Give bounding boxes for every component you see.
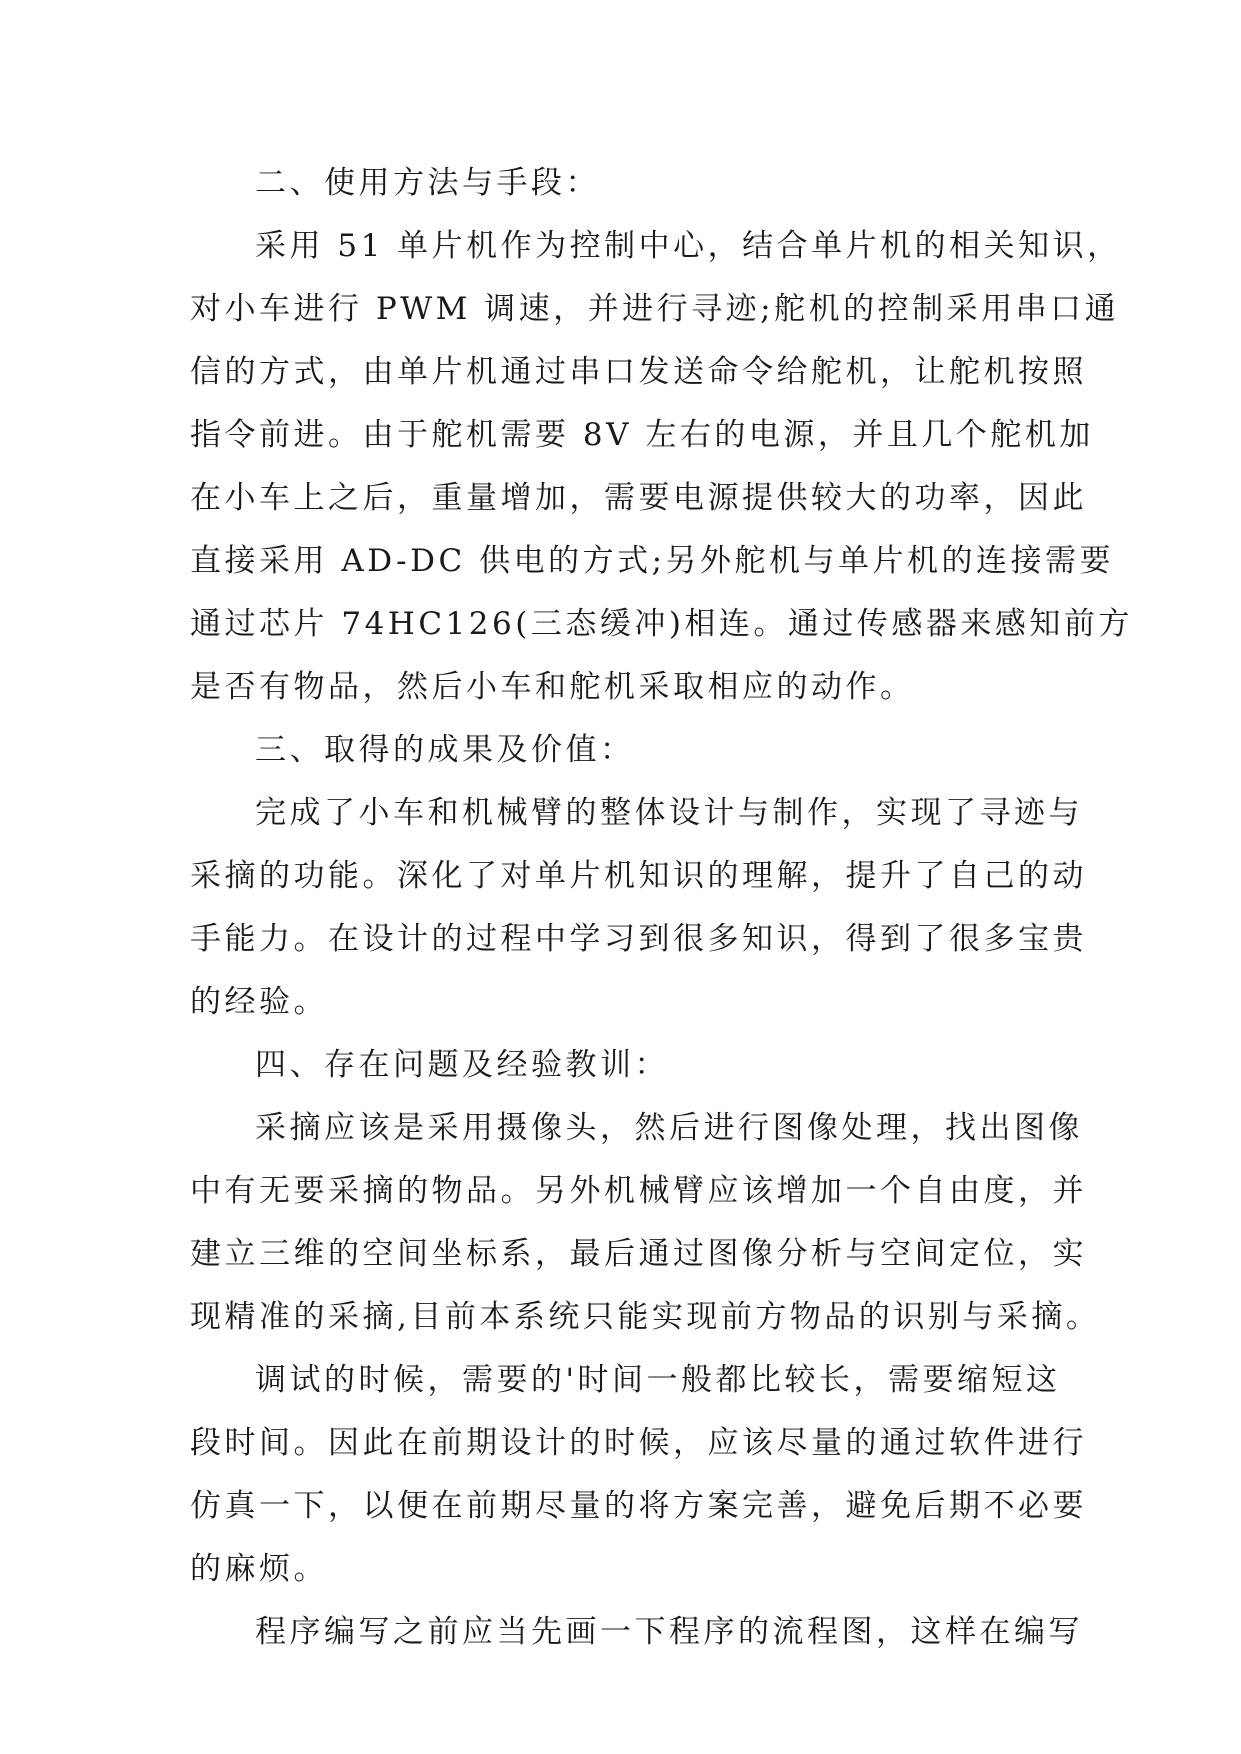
paragraph-line: 中有无要采摘的物品。另外机械臂应该增加一个自由度，并	[190, 1173, 1087, 1209]
paragraph-line: 建立三维的空间坐标系，最后通过图像分析与空间定位，实	[190, 1236, 1087, 1272]
paragraph-line: 采摘的功能。深化了对单片机知识的理解，提升了自己的动	[190, 858, 1087, 894]
section-heading-methods: 二、使用方法与手段：	[255, 165, 600, 201]
paragraph-line: 现精准的采摘,目前本系统只能实现前方物品的识别与采摘。	[190, 1299, 1101, 1335]
paragraph-line: 手能力。在设计的过程中学习到很多知识，得到了很多宝贵	[190, 921, 1087, 957]
paragraph-line: 段时间。因此在前期设计的时候，应该尽量的通过软件进行	[190, 1425, 1087, 1461]
paragraph-line: 信的方式，由单片机通过串口发送命令给舵机，让舵机按照	[190, 354, 1087, 390]
paragraph-line: 的经验。	[190, 984, 328, 1020]
paragraph-line: 的麻烦。	[190, 1551, 328, 1587]
paragraph-line: 对小车进行 PWM 调速，并进行寻迹;舵机的控制采用串口通	[190, 291, 1120, 327]
paragraph-line: 采摘应该是采用摄像头，然后进行图像处理，找出图像	[255, 1110, 1083, 1146]
paragraph-line: 直接采用 AD-DC 供电的方式;另外舵机与单片机的连接需要	[190, 543, 1115, 579]
paragraph-line: 在小车上之后，重量增加，需要电源提供较大的功率，因此	[190, 480, 1087, 516]
section-heading-problems: 四、存在问题及经验教训：	[255, 1047, 669, 1083]
paragraph-line: 程序编写之前应当先画一下程序的流程图，这样在编写	[255, 1614, 1083, 1650]
section-heading-results: 三、取得的成果及价值：	[255, 732, 635, 768]
paragraph-line: 完成了小车和机械臂的整体设计与制作，实现了寻迹与	[255, 795, 1083, 831]
paragraph-line: 是否有物品，然后小车和舵机采取相应的动作。	[190, 669, 915, 705]
paragraph-line: 通过芯片 74HC126(三态缓冲)相连。通过传感器来感知前方	[190, 606, 1133, 642]
paragraph-line: 调试的时候，需要的'时间一般都比较长，需要缩短这	[255, 1362, 1061, 1398]
paragraph-line: 指令前进。由于舵机需要 8V 左右的电源，并且几个舵机加	[190, 417, 1094, 453]
paragraph-line: 采用 51 单片机作为控制中心，结合单片机的相关知识，	[255, 228, 1122, 264]
paragraph-line: 仿真一下，以便在前期尽量的将方案完善，避免后期不必要	[190, 1488, 1087, 1524]
